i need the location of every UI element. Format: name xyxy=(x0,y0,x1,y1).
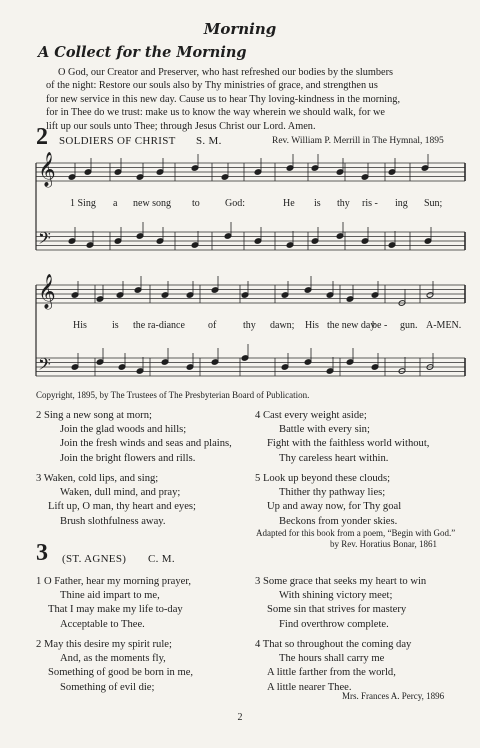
hymn-2-stanza-2 xyxy=(36,409,232,466)
hymn-2-stanza-5 xyxy=(255,472,401,529)
collect-line: of the night: Restore our souls also by Thy ministries of grace, and strengthen us xyxy=(46,80,378,92)
hymn-3-author: Mrs. Frances A. Percy, 1896 xyxy=(342,691,445,701)
hymn-2-number: 2 xyxy=(36,124,48,150)
stanza-line: Beckons from yonder skies. xyxy=(279,515,398,527)
treble-clef-icon: 𝄞 xyxy=(38,274,56,309)
lyric-syllable: be - xyxy=(372,320,388,331)
stanza-line: Something of good be born in me, xyxy=(48,667,194,679)
hymn-3-stanza-4 xyxy=(255,638,411,695)
stanza-line: 4 Cast every weight aside; xyxy=(255,410,367,421)
stanza-line: Battle with every sin; xyxy=(279,424,370,436)
stanza-line: Acceptable to Thee. xyxy=(60,618,145,630)
collect-line: for in Thee do we trust: make us to know the way wherein we should walk, for we xyxy=(46,107,385,119)
stanza-line: Waken, dull mind, and pray; xyxy=(60,487,181,499)
lyric-syllable: a xyxy=(113,198,118,209)
lyric-syllable: 1 Sing xyxy=(70,198,96,209)
lyric-syllable: Sun; xyxy=(424,198,443,209)
stanza-line: Some sin that strives for mastery xyxy=(267,604,407,616)
lyric-syllable: to xyxy=(192,198,200,209)
stanza-line: Up and away now, for Thy goal xyxy=(267,501,402,513)
stanza-line: Join the fresh winds and seas and plains, xyxy=(60,438,232,450)
lyric-syllable: thy xyxy=(337,198,350,209)
stanza-line: Lift up, O man, thy heart and eyes; xyxy=(48,501,196,513)
stanza-line: 3 Waken, cold lips, and sing; xyxy=(36,473,159,484)
hymn-3-stanza-1 xyxy=(36,575,191,632)
lyric-syllable: ris - xyxy=(362,198,378,209)
hymn-3-title: (ST. AGNES) xyxy=(62,553,127,565)
lyric-syllable: ing xyxy=(395,198,408,209)
lyric-syllable: God: xyxy=(225,198,245,209)
lyric-syllable: His xyxy=(305,320,319,331)
stanza-line: Find overthrow complete. xyxy=(279,618,389,630)
hymn-3-meter: C. M. xyxy=(148,553,175,565)
stanza-line: 2 May this desire my spirit rule; xyxy=(36,639,172,650)
lyric-syllable: A-MEN. xyxy=(426,320,462,331)
stanza-line: 3 Some grace that seeks my heart to win xyxy=(255,576,427,587)
stanza-line: 1 O Father, hear my morning prayer, xyxy=(36,576,192,587)
lyric-syllable: the ra-diance xyxy=(133,320,185,331)
stanza-line: A little farther from the world, xyxy=(267,667,396,679)
lyric-syllable: is xyxy=(314,198,321,209)
stanza-line: And, as the moments fly, xyxy=(60,653,166,665)
hymn-2-stanza-4 xyxy=(255,409,429,466)
hymn-3-stanza-2 xyxy=(36,638,193,695)
bass-clef-icon: 𝄢 xyxy=(38,228,51,252)
page-title: Morning xyxy=(203,20,277,38)
lyric-syllable: gun. xyxy=(400,320,418,331)
hymn-2-author: Rev. William P. Merrill in The Hymnal, 1895 xyxy=(272,136,444,146)
stanza-line: The hours shall carry me xyxy=(279,653,385,665)
stanza-line: 4 That so throughout the coming day xyxy=(255,639,412,650)
adapted-note: Adapted for this book from a poem, “Begin with God.” xyxy=(256,528,456,538)
stanza-line: Fight with the faithless world without, xyxy=(267,438,430,450)
stanza-line: That I may make my life to-day xyxy=(48,604,183,616)
lyric-syllable: new song xyxy=(133,198,172,209)
collect-heading: A Collect for the Morning xyxy=(38,44,247,61)
lyric-syllable: is xyxy=(112,320,119,331)
hymn-2-title: SOLDIERS OF CHRIST xyxy=(59,135,176,147)
stanza-line: With shining victory meet; xyxy=(279,590,393,602)
stanza-line: 2 Sing a new song at morn; xyxy=(36,410,152,421)
stanza-line: 5 Look up beyond these clouds; xyxy=(255,473,391,484)
treble-clef-icon: 𝄞 xyxy=(38,152,56,187)
stanza-line: Thine aid impart to me, xyxy=(60,590,160,602)
collect-line: for new service in this new day. Cause us to hear Thy loving-kindness in the morning, xyxy=(46,93,401,105)
lyric-syllable: dawn; xyxy=(270,320,295,331)
stanza-line: Something of evil die; xyxy=(60,681,155,693)
stanza-line: Join the glad woods and hills; xyxy=(60,424,187,436)
lyric-syllable: the new day xyxy=(327,320,376,331)
collect-line: lift up our souls unto Thee; through Jesus Christ our Lord. Amen. xyxy=(46,120,316,132)
hymn-2-meter: S. M. xyxy=(196,135,222,147)
lyric-syllable: He xyxy=(283,198,295,209)
stanza-line: Thy careless heart within. xyxy=(279,452,389,464)
hymn-2-stanza-3 xyxy=(36,472,196,529)
copyright-note: Copyright, 1895, by The Trustees of The Presbyterian Board of Publication. xyxy=(36,390,310,400)
lyric-syllable: of xyxy=(208,320,217,331)
hymn-3-number: 3 xyxy=(36,540,48,566)
page-number: 2 xyxy=(237,712,243,723)
stanza-line: Join the bright flowers and rills. xyxy=(60,452,196,464)
lyric-syllable: thy xyxy=(243,320,256,331)
stanza-line: Thither thy pathway lies; xyxy=(279,487,386,499)
hymn-3-stanza-3 xyxy=(255,575,426,632)
adapted-note-author: by Rev. Horatius Bonar, 1861 xyxy=(330,539,438,549)
stanza-line: A little nearer Thee. xyxy=(267,681,352,693)
collect-line: O God, our Creator and Preserver, who hast refreshed our bodies by the slumbers xyxy=(58,67,394,78)
bass-clef-icon: 𝄢 xyxy=(38,354,51,378)
lyric-syllable: His xyxy=(73,320,87,331)
stanza-line: Brush slothfulness away. xyxy=(60,515,166,527)
